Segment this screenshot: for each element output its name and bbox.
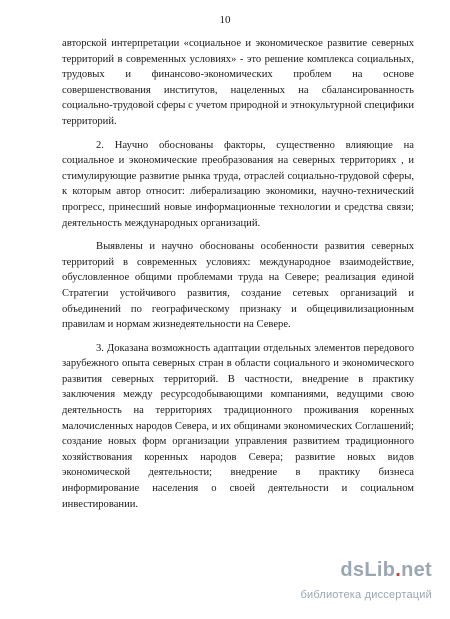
paragraph-continuation: авторской интерпретации «социальное и экономическое развитие северных территорий в современных условиях» - это решение комплекса социальных, трудовых и финансово-экономических проблем на основе совершенствования институтов, нацеленных на сбалансированность социально-трудовой сферы с учетом природной и этнокультурной специфики территорий. <box>62 38 414 127</box>
watermark-subtitle: библиотека диссертаций <box>300 589 432 601</box>
document-body <box>62 36 414 520</box>
paragraph-features: Выявлены и научно обоснованы особенности развития северных территорий в современных условиях: международное взаимодействие, обусловленное общими проблемами труда на Севере; реализация единой Стратегии устойчивого развития, создание сетевых организаций и объединений по географическому признаку и общецивилизационным правилам и нормам жизнедеятельности на Севере. <box>62 241 414 331</box>
paragraph-point-2: 2. Научно обоснованы факторы, существенно влияющие на социальное и экономические преобразования на северных территориях , и стимулирующие развитие рынка труда, отраслей социально-трудовой сферы, к которым автор относит: либерализацию экономики, научно-технический прогресс, принесший новые информационные технологии и средства связи; деятельность международных организаций. <box>62 139 414 229</box>
paragraph-point-3: 3. Доказана возможность адаптации отдельных элементов передового зарубежного опыта северных стран в области социального и экономического развития северных территорий. В частности, внедрение в практику заключения между ресурсодобывающими компаниями, ведущими свою деятельность на территориях традиционного проживания коренных малочисленных народов Севера, и их общинами экономических Соглашений; создание новых форм организации управления развитием традиционного хозяйствования коренных народов Севера; развитие новых видов экономической деятельности; внедрение в практику бизнеса информирование населения о своей деятельности и социальном инвестировании. <box>62 342 414 510</box>
watermark-logo: dsLib.net <box>340 559 432 581</box>
page-number: 10 <box>219 14 231 26</box>
watermark <box>246 559 436 609</box>
